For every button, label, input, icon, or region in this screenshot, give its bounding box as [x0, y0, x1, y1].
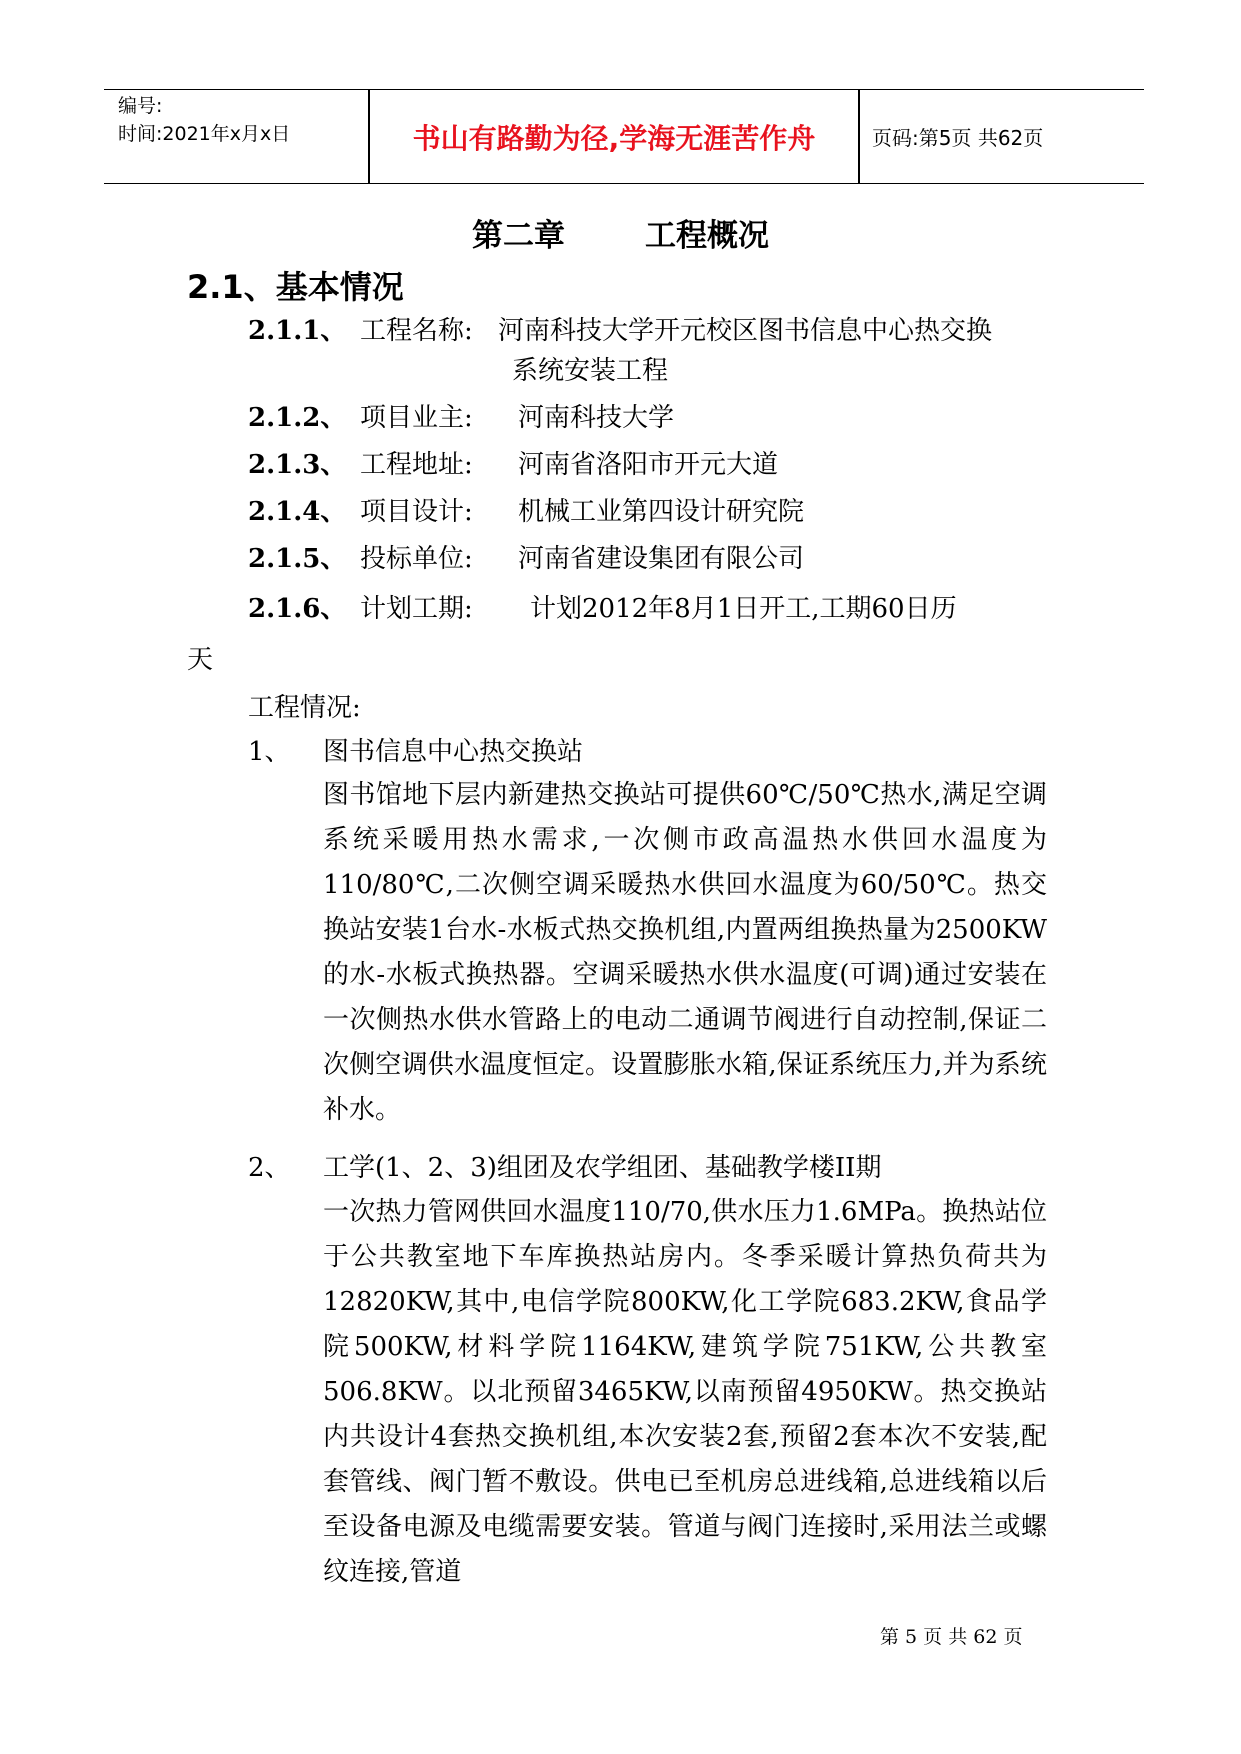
chapter-title: 工程概况 [645, 218, 769, 254]
document-number-label: 编号: [118, 95, 163, 117]
header-divider [858, 90, 860, 183]
header-page-info: 页码:第5页 共62页 [872, 126, 1044, 150]
project-number: 2、 [248, 1153, 291, 1183]
info-item [248, 311, 1048, 391]
info-item-number: 2.1.5、 [248, 544, 347, 574]
info-item-label: 投标单位: [360, 544, 473, 574]
info-item-number: 2.1.2、 [248, 403, 347, 433]
info-item-number: 2.1.3、 [248, 450, 347, 480]
chapter-number: 第二章 [472, 218, 565, 254]
info-item-value: 河南省建设集团有限公司 [518, 544, 805, 574]
info-item-value: 机械工业第四设计研究院 [518, 497, 805, 527]
project-description: 一次热力管网供回水温度110/70,供水压力1.6MPa。换热站位于公共教室地下车库换热站房内。冬季采暖计算热负荷共为12820KW,其中,电信学院800KW,化工学院683.2KW,食品学院500KW,材料学院1164KW,建筑学院751KW,公共教室506.8KW。以北预留3465KW,以南预留4950KW。热交换站内共设计4套热交换机组,本次安装2套,预留2套本次不安装,配套管线、阀门暂不敷设。供电已至机房总进线箱,总进线箱以后至设备电源及电缆需要安装。管道与阀门连接时,采用法兰或螺纹连接,管道 [323, 1197, 1047, 1587]
info-item-value: 计划2012年8月1日开工,工期60日历 [530, 594, 957, 624]
header-meta [118, 92, 362, 148]
info-item-value: 河南科技大学开元校区图书信息中心热交换 [498, 316, 993, 346]
info-item-number: 2.1.1、 [248, 316, 347, 346]
info-item-label: 计划工期: [360, 594, 473, 624]
chapter-heading [0, 210, 1241, 255]
info-item-value-continued: 天 [187, 645, 214, 675]
info-item-label: 项目业主: [360, 403, 473, 433]
project-title: 图书信息中心热交换站 [323, 737, 584, 767]
info-item [248, 539, 1048, 579]
info-item-label: 工程名称: [360, 316, 473, 346]
project-description: 图书馆地下层内新建热交换站可提供60℃/50℃热水,满足空调系统采暖用热水需求,一次侧市政高温热水供回水温度为110/80℃,二次侧空调采暖热水供回水温度为60/50℃。热交换站安装1台水-水板式热交换机组,内置两组换热量为2500KW的水-水板式换热器。空调采暖热水供水温度(可调)通过安装在一次侧热水供水管路上的电动二通调节阀进行自动控制,保证二次侧空调供水温度恒定。设置膨胀水箱,保证系统压力,并为系统补水。 [323, 780, 1047, 1125]
page-header [104, 89, 1144, 184]
section-heading: 2.1、基本情况 [187, 268, 404, 306]
info-item-number: 2.1.4、 [248, 497, 347, 527]
info-item-label: 项目设计: [360, 497, 473, 527]
info-item [248, 398, 1048, 438]
info-item-value: 河南科技大学 [518, 403, 675, 433]
info-item-value: 河南省洛阳市开元大道 [518, 450, 779, 480]
project-number: 1、 [248, 737, 291, 767]
header-motto: 书山有路勤为径,学海无涯苦作舟 [412, 121, 816, 155]
info-item-label: 工程地址: [360, 450, 473, 480]
document-time-label: 时间:2021年x月x日 [118, 123, 291, 145]
overview-label: 工程情况: [248, 693, 361, 723]
page-footer: 第 5 页 共 62 页 [880, 1626, 1023, 1648]
info-item [248, 589, 1048, 629]
info-item-value-continued: 系统安装工程 [512, 356, 669, 386]
info-item-number: 2.1.6、 [248, 594, 347, 624]
info-item [248, 445, 1048, 485]
project-title: 工学(1、2、3)组团及农学组团、基础教学楼II期 [323, 1153, 882, 1183]
info-item [248, 492, 1048, 532]
